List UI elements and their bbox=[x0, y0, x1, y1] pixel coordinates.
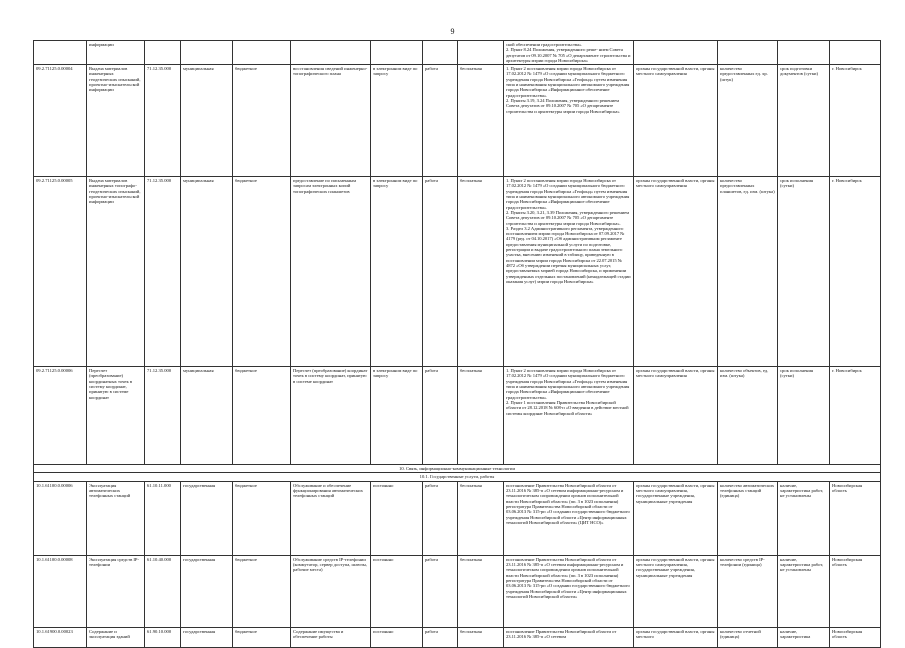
cell-payment: бесплатная bbox=[458, 627, 504, 647]
cell-name: Эксплуатация автоматических телефонных станций bbox=[87, 481, 145, 555]
cell-indicator: количество предоставленных планшетов, ед. изм. (штука) bbox=[718, 177, 778, 367]
table-row bbox=[34, 555, 881, 627]
table-row bbox=[34, 481, 881, 555]
cell-name: Эксплуатация средств IP-телефонии bbox=[87, 555, 145, 627]
cell-org: органы государственной власти, органы местного самоуправления, государственные учреждения, муниципальные учреждения bbox=[634, 555, 718, 627]
cell-okved: 61.10.11.000 bbox=[145, 481, 181, 555]
table-row bbox=[34, 41, 881, 65]
cell-content: Обслуживание средств IP-телефонии (коммутатор, сервер доступа, шлюзы, рабочие места) bbox=[291, 555, 371, 627]
cell-name: Содержание и эксплуатация зданий bbox=[87, 627, 145, 647]
cell-category bbox=[423, 41, 458, 65]
cell-term: наличие, характеристика работ, не установлены bbox=[778, 481, 830, 555]
cell-okved bbox=[145, 41, 181, 65]
cell-type: бюджетное bbox=[233, 65, 291, 177]
cell-term: срок исполнения (сутки) bbox=[778, 177, 830, 367]
cell-form bbox=[371, 41, 423, 65]
cell-content bbox=[291, 41, 371, 65]
cell-org: органы государственной власти, органы местного самоуправления bbox=[634, 65, 718, 177]
services-registry-table bbox=[33, 40, 881, 648]
cell-indicator: количество объектов, ед. изм. (штука) bbox=[718, 367, 778, 465]
cell-term: наличие, характеристика bbox=[778, 627, 830, 647]
cell-form: в электронном виде по запросу bbox=[371, 65, 423, 177]
cell-basis: 1. Пункт 2 постановления мэрии города Новосибирска от 17.02.2012 № 1479 «О создании муниципального бюджетного учреждения города Новосибирска «Геофонд» путем изменения типа и наименования муниципального автономного учреждения города Новосибирска «Информационное обеспечение градостроительства». 2. Пункты 3.20, 3.21, 3.39 Положения, утвержденного решением Совета депутатов от 09.10.2007 № 705 «О департаменте строительства и архитектуры мэрии города Новосибирска». 3. Раздел 3.2 Административного регламента, утвержденного постановлением мэрии города Новосибирска от 07.09.2017 № 4179 (ред. от 04.10.2017) «Об административном регламенте предоставления муниципальной услуги по подготовке, регистрации и выдаче градостроительного плана земельного участка, внесению изменений в таблицу, приведенную в постановлении мэрии города Новосибирска от 22.07.2015 № 4872 «Об утверждении перечня муниципальных услуг, предоставляемых мэрией города Новосибирска, и применении утвержденных отдельных постановлений (ненадлежащей стадии оказания услуг) мэрии города Новосибирска» bbox=[504, 177, 634, 367]
cell-payment bbox=[458, 41, 504, 65]
cell-content: восстановления сведений инженерно-топографического плана bbox=[291, 65, 371, 177]
page-number: 9 bbox=[450, 27, 455, 36]
cell-payment: бесплатная bbox=[458, 367, 504, 465]
cell-basis: постановление Правительства Новосибирской области от 23.11.2016 № 385-п «О сетевом информационно-ресурсном и технологическом сопровождении органов исполнительной власти Новосибирской области» (пп. 3 в 1023 исполнения) регистратура Правительства Новосибирской области от 03.06.2013 № 315-рп «О создании государственного бюджетного учреждения Новосибирской области «Центр информационных технологий Новосибирской области» bbox=[504, 555, 634, 627]
cell-form: постоянно bbox=[371, 627, 423, 647]
cell-term: срок подготовки документов (сутки) bbox=[778, 65, 830, 177]
table-row bbox=[34, 627, 881, 647]
cell-type: бюджетное bbox=[233, 481, 291, 555]
cell-code: 09.2.71125.0.00006 bbox=[34, 367, 87, 465]
cell-form: постоянно bbox=[371, 481, 423, 555]
cell-type: бюджетное bbox=[233, 627, 291, 647]
cell-form: в электронном виде по запросу bbox=[371, 177, 423, 367]
cell-code: 09.2.71125.0.00004 bbox=[34, 65, 87, 177]
cell-org bbox=[634, 41, 718, 65]
cell-org: органы государственной власти, органы местного самоуправления bbox=[634, 367, 718, 465]
registry-section-10 bbox=[34, 481, 881, 647]
cell-payment: бесплатная bbox=[458, 177, 504, 367]
cell-indicator: количество автоматических телефонных станций (единица) bbox=[718, 481, 778, 555]
cell-category: работа bbox=[423, 627, 458, 647]
cell-category: работа bbox=[423, 555, 458, 627]
cell-place: Новосибирская область bbox=[830, 481, 881, 555]
cell-code: 09.2.71125.0.00005 bbox=[34, 177, 87, 367]
cell-okved: 71.12.35.000 bbox=[145, 65, 181, 177]
section-title: 10. Связь, информационно-коммуникационные технологии bbox=[34, 465, 881, 473]
cell-category: работа bbox=[423, 177, 458, 367]
cell-okved: 71.12.35.000 bbox=[145, 177, 181, 367]
cell-name: Пересчет (преобразование) координатных точек в систему координат, принятую в системе координат bbox=[87, 367, 145, 465]
cell-basis: постановление Правительства Новосибирской области от 23.11.2016 № 385-п «О сетевом информационно-ресурсном и технологическом сопровождении органов исполнительной власти Новосибирской области» (пп. 3 в 1023 исполнения) регистратура Правительства Новосибирской области от 03.06.2013 № 315-рп «О создании государственного бюджетного учреждения Новосибирской области «Центр информационных технологий Новосибирской области» (ЦИТ НСО)» bbox=[504, 481, 634, 555]
cell-content: Содержание имущества и обеспечение работы bbox=[291, 627, 371, 647]
table-row bbox=[34, 367, 881, 465]
cell-place: г. Новосибирск bbox=[830, 177, 881, 367]
cell-code: 10.1.61100.0.00006 bbox=[34, 481, 87, 555]
cell-place: Новосибирская область bbox=[830, 555, 881, 627]
cell-code: 10.1.61900.0.00023 bbox=[34, 627, 87, 647]
registry-section-headers bbox=[34, 465, 881, 482]
cell-name: Выдача материалов инженерных топографо-геодезических изысканий, проектно-изыскательской информации bbox=[87, 177, 145, 367]
table-row bbox=[34, 65, 881, 177]
cell-org: органы государственной власти, органы местного самоуправления bbox=[634, 177, 718, 367]
cell-indicator: количество предоставленных ед. хр. (штук) bbox=[718, 65, 778, 177]
cell-payment: бесплатная bbox=[458, 481, 504, 555]
cell-indicator: количество отчетной (единица) bbox=[718, 627, 778, 647]
subsection-row bbox=[34, 473, 881, 481]
cell-basis: 1. Пункт 2 постановления мэрии города Новосибирска от 17.02.2012 № 1479 «О создании муниципального бюджетного учреждения города Новосибирска «Геофонд» путем изменения типа и наименования муниципального автономного учреждения города Новосибирска «Информационное обеспечение градостроительства». 2. Пункт 1 постановления Правительства Новосибирской области от 28.12.2018 № 608-п «О введении в действие местной системы координат Новосибирской области» bbox=[504, 367, 634, 465]
section-row bbox=[34, 465, 881, 473]
cell-level: государственная bbox=[181, 555, 233, 627]
cell-type: бюджетное bbox=[233, 367, 291, 465]
cell-org: органы государственной власти, органы местного самоуправления, государственные учреждения, муниципальные учреждения bbox=[634, 481, 718, 555]
cell-term bbox=[778, 41, 830, 65]
cell-name: Выдача материалов инженерных геодезических изысканий, проектно-изыскательской информации bbox=[87, 65, 145, 177]
cell-category: работа bbox=[423, 481, 458, 555]
cell-form: в электронном виде по запросу bbox=[371, 367, 423, 465]
cell-basis: 1. Пункт 2 постановления мэрии города Новосибирска от 17.02.2012 № 1479 «О создании муниципального бюджетного учреждения города Новосибирска «Геофонд» путем изменения типа и наименования муниципального автономного учреждения города Новосибирска «Информационное обеспечение градостроительства». 2. Пункты 3.19, 3.24 Положения, утвержденного решением Совета депутатов от 09.10.2007 № 705 «О департаменте строительства и архитектуры мэрии города Новосибирска» bbox=[504, 65, 634, 177]
cell-basis: постановление Правительства Новосибирской области от 23.11.2016 № 385-п «О сетевом bbox=[504, 627, 634, 647]
cell-place: г. Новосибирск bbox=[830, 367, 881, 465]
cell-content: предоставление по письменным запросам электронных копий топографических планшетов bbox=[291, 177, 371, 367]
cell-type: бюджетное bbox=[233, 555, 291, 627]
cell-level: муниципальная bbox=[181, 65, 233, 177]
cell-code: 10.1.61100.0.00008 bbox=[34, 555, 87, 627]
cell-name: информации bbox=[87, 41, 145, 65]
cell-indicator bbox=[718, 41, 778, 65]
cell-payment: бесплатная bbox=[458, 555, 504, 627]
cell-form: постоянно bbox=[371, 555, 423, 627]
cell-level: муниципальная bbox=[181, 367, 233, 465]
cell-level: государственная bbox=[181, 481, 233, 555]
cell-level: муниципальная bbox=[181, 177, 233, 367]
cell-payment: бесплатная bbox=[458, 65, 504, 177]
cell-type bbox=[233, 41, 291, 65]
cell-content: Пересчет (преобразование) координат точек в систему координат, принятую в системе координат bbox=[291, 367, 371, 465]
cell-level bbox=[181, 41, 233, 65]
cell-place bbox=[830, 41, 881, 65]
registry-section-9 bbox=[34, 41, 881, 465]
cell-term: срок исполнения (сутки) bbox=[778, 367, 830, 465]
cell-okved: 61.90.10.000 bbox=[145, 627, 181, 647]
subsection-title: 10.1. Государственные услуги, работы bbox=[34, 473, 881, 481]
cell-indicator: количество средств IP-телефонии (единица) bbox=[718, 555, 778, 627]
cell-category: работа bbox=[423, 367, 458, 465]
cell-term: наличие, характеристика работ, не установлены bbox=[778, 555, 830, 627]
cell-level: государственная bbox=[181, 627, 233, 647]
cell-place: Новосибирская область bbox=[830, 627, 881, 647]
cell-org: органы государственной власти, органы местного bbox=[634, 627, 718, 647]
table-row bbox=[34, 177, 881, 367]
cell-basis: ской обеспечении градостроительства». 2. Пункт 8.24 Положения, утвержденного реше- нием Совета депутатов от 09.10.2007 № 705 «О департаменте строительства и архитектуры мэрии города Новосибирска» bbox=[504, 41, 634, 65]
cell-code bbox=[34, 41, 87, 65]
cell-place: г. Новосибирск bbox=[830, 65, 881, 177]
cell-category: работа bbox=[423, 65, 458, 177]
cell-okved: 71.12.35.000 bbox=[145, 367, 181, 465]
cell-type: бюджетное bbox=[233, 177, 291, 367]
cell-okved: 61.10.40.000 bbox=[145, 555, 181, 627]
cell-content: Обслуживание и обеспечение функционирования автоматических телефонных станций bbox=[291, 481, 371, 555]
